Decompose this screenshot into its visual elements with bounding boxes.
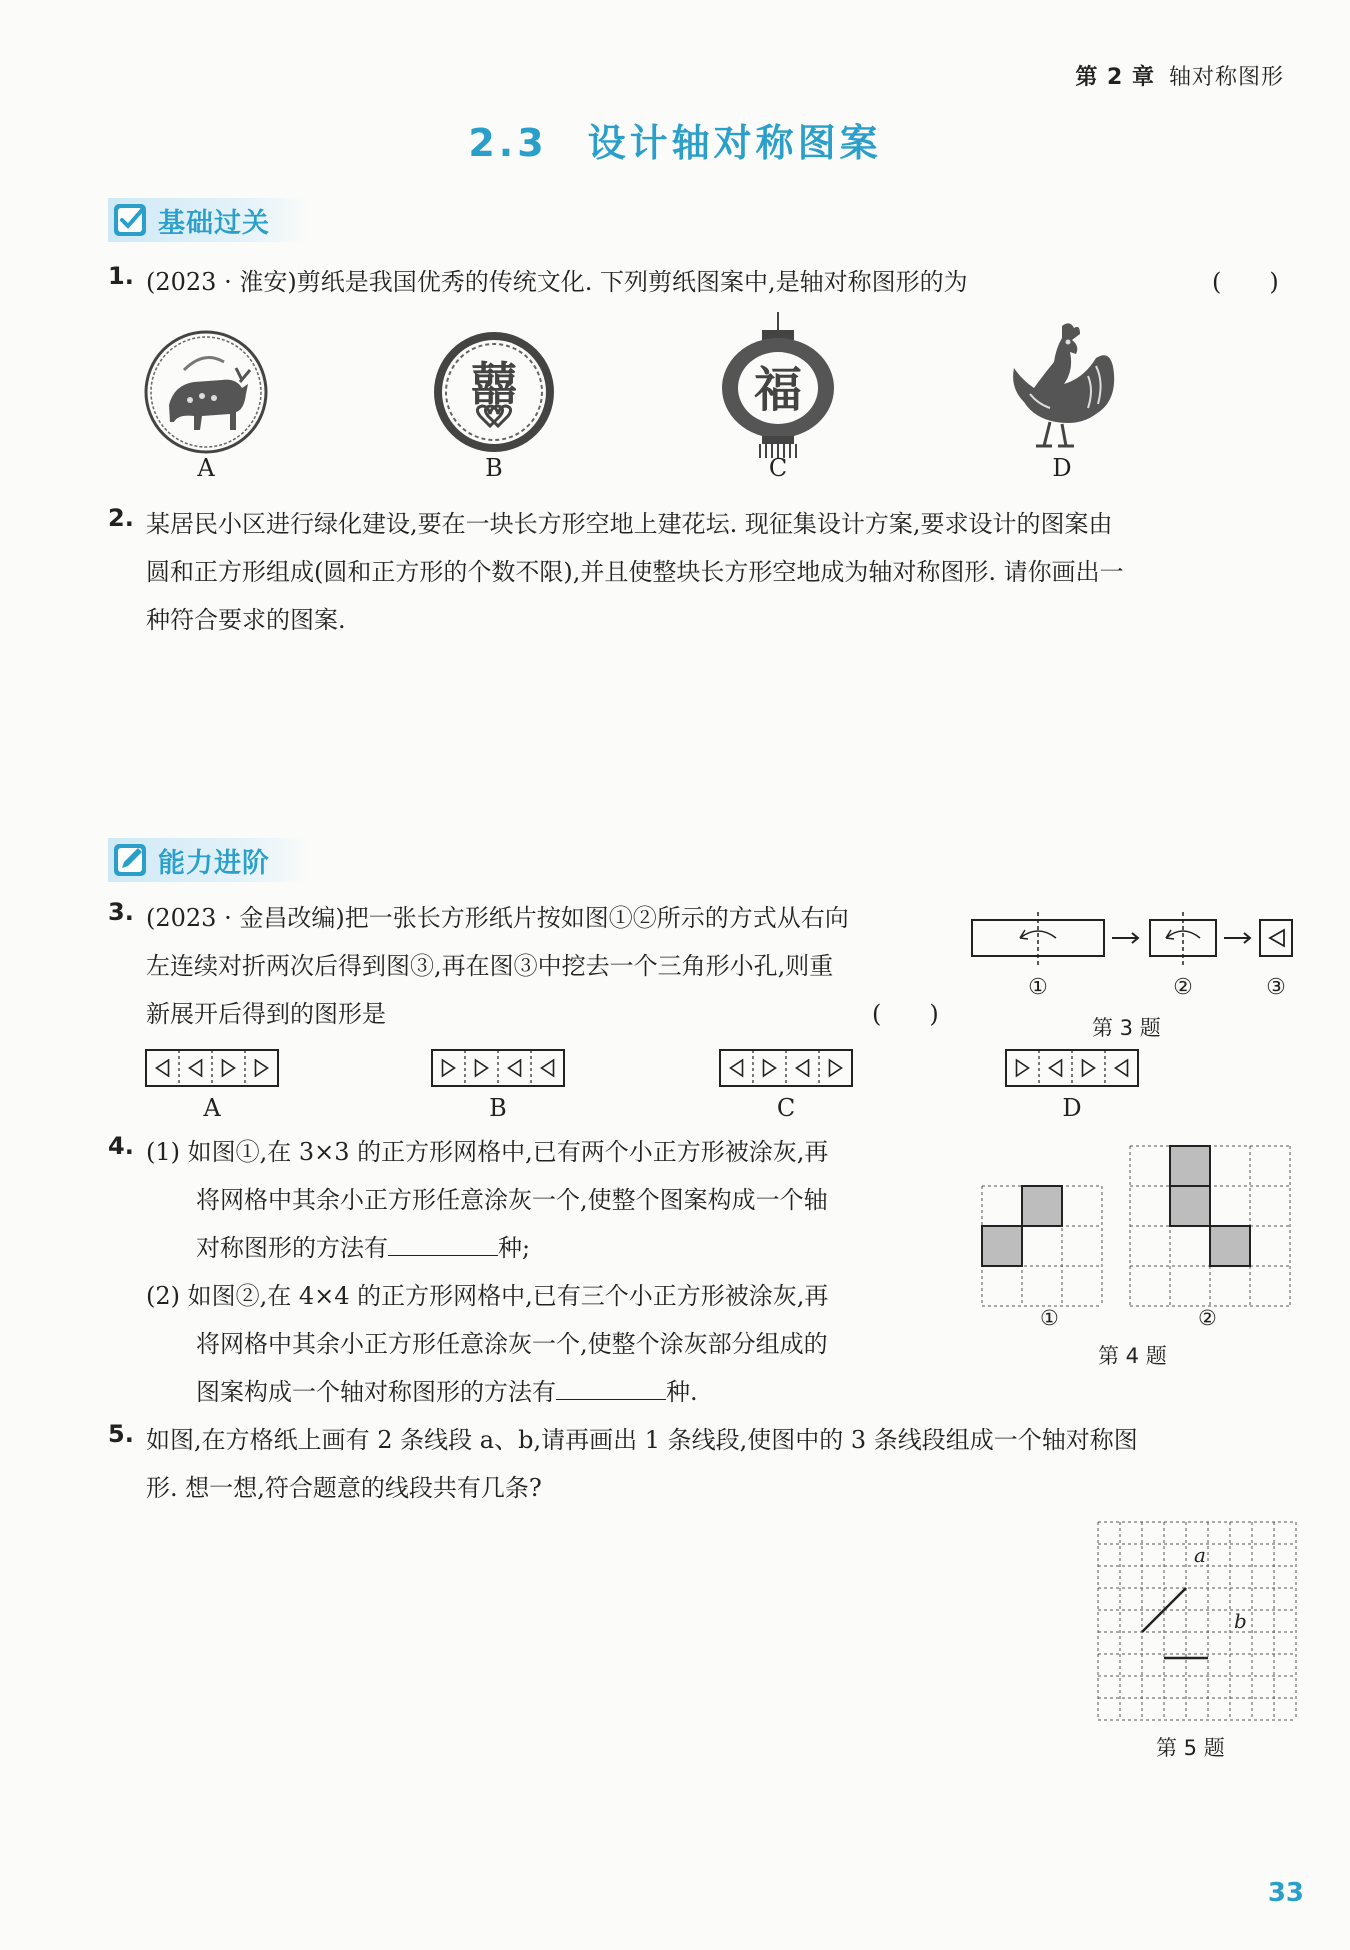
q1-number: 1. <box>108 262 134 290</box>
q1-answer-paren: ( ) <box>1212 268 1279 296</box>
q3-figure-label-2: ② <box>1173 975 1193 1000</box>
q3-option-c-label: C <box>776 1094 796 1122</box>
q4-part2-line-2: 将网格中其余小正方形任意涂灰一个,使整个涂灰部分组成的 <box>196 1330 828 1358</box>
section-advanced-label: 能力进阶 <box>158 847 270 879</box>
q4-caption: 第 4 题 <box>1098 1344 1167 1368</box>
q2-line-2: 圆和正方形组成(圆和正方形的个数不限),并且使整块长方形空地成为轴对称图形. 请你画出一 <box>146 558 1124 586</box>
q3-figure-label-1: ① <box>1028 975 1048 1000</box>
q1-option-d-label: D <box>1052 454 1072 482</box>
segment-a-label: a <box>1194 1543 1206 1567</box>
q1-option-c-label: C <box>768 454 788 482</box>
q3-option-b-label: B <box>489 1094 507 1122</box>
q2-line-3: 种符合要求的图案. <box>146 606 346 634</box>
q2-number: 2. <box>108 504 134 532</box>
q1-text: (2023 · 淮安)剪纸是我国优秀的传统文化. 下列剪纸图案中,是轴对称图形的为 <box>146 268 968 296</box>
q3-option-a-label: A <box>203 1094 221 1122</box>
fu-glyph: 福 <box>753 362 803 418</box>
q3-answer-paren: ( ) <box>872 1000 939 1028</box>
section-title: 设计轴对称图案 <box>587 121 882 165</box>
q3-number: 3. <box>108 898 134 926</box>
q5-line-1: 如图,在方格纸上画有 2 条线段 a、b,请再画出 1 条线段,使图中的 3 条线段组成一个轴对称图 <box>146 1426 1138 1454</box>
q1-option-b-label: B <box>485 454 503 482</box>
q4-part1-after-blank: 种; <box>498 1234 531 1262</box>
chapter-number: 第 2 章 <box>1075 65 1155 90</box>
q4-number: 4. <box>108 1132 134 1160</box>
page-number: 33 <box>1267 1878 1304 1908</box>
section-basic-label: 基础过关 <box>158 207 270 239</box>
q4-part1-line-2: 将网格中其余小正方形任意涂灰一个,使整个图案构成一个轴 <box>196 1186 828 1214</box>
q5-line-2: 形. 想一想,符合题意的线段共有几条? <box>146 1474 542 1502</box>
q3-figure-label-3: ③ <box>1266 975 1286 1000</box>
q4-part2-line-1: (2) 如图②,在 4×4 的正方形网格中,已有三个小正方形被涂灰,再 <box>146 1282 829 1310</box>
q4-figure-label-2: ② <box>1198 1306 1217 1330</box>
q3-line-2: 左连续对折两次后得到图③,再在图③中挖去一个三角形小孔,则重 <box>146 952 834 980</box>
q3-line-1: (2023 · 金昌改编)把一张长方形纸片按如图①②所示的方式从右向 <box>146 904 849 932</box>
chapter-title: 轴对称图形 <box>1168 65 1284 90</box>
q2-line-1: 某居民小区进行绿化建设,要在一块长方形空地上建花坛. 现征集设计方案,要求设计的图案由 <box>146 510 1113 538</box>
q4-figure-label-1: ① <box>1040 1306 1059 1330</box>
double-happiness-glyph: 囍 <box>471 357 517 411</box>
q5-number: 5. <box>108 1420 134 1448</box>
q5-caption: 第 5 题 <box>1156 1736 1225 1760</box>
segment-b-label: b <box>1234 1609 1247 1633</box>
q3-caption: 第 3 题 <box>1092 1016 1161 1040</box>
q4-part1-before-blank: 对称图形的方法有 <box>196 1234 388 1262</box>
q4-part1-line-1: (1) 如图①,在 3×3 的正方形网格中,已有两个小正方形被涂灰,再 <box>146 1138 829 1166</box>
q4-part2-before-blank: 图案构成一个轴对称图形的方法有 <box>196 1378 556 1406</box>
q1-option-a-label: A <box>197 454 215 482</box>
q4-part2-after-blank: 种. <box>666 1378 698 1406</box>
q3-option-d-label: D <box>1062 1094 1082 1122</box>
section-number: 2.3 <box>468 121 548 165</box>
q3-line-3: 新展开后得到的图形是 <box>146 1000 386 1028</box>
